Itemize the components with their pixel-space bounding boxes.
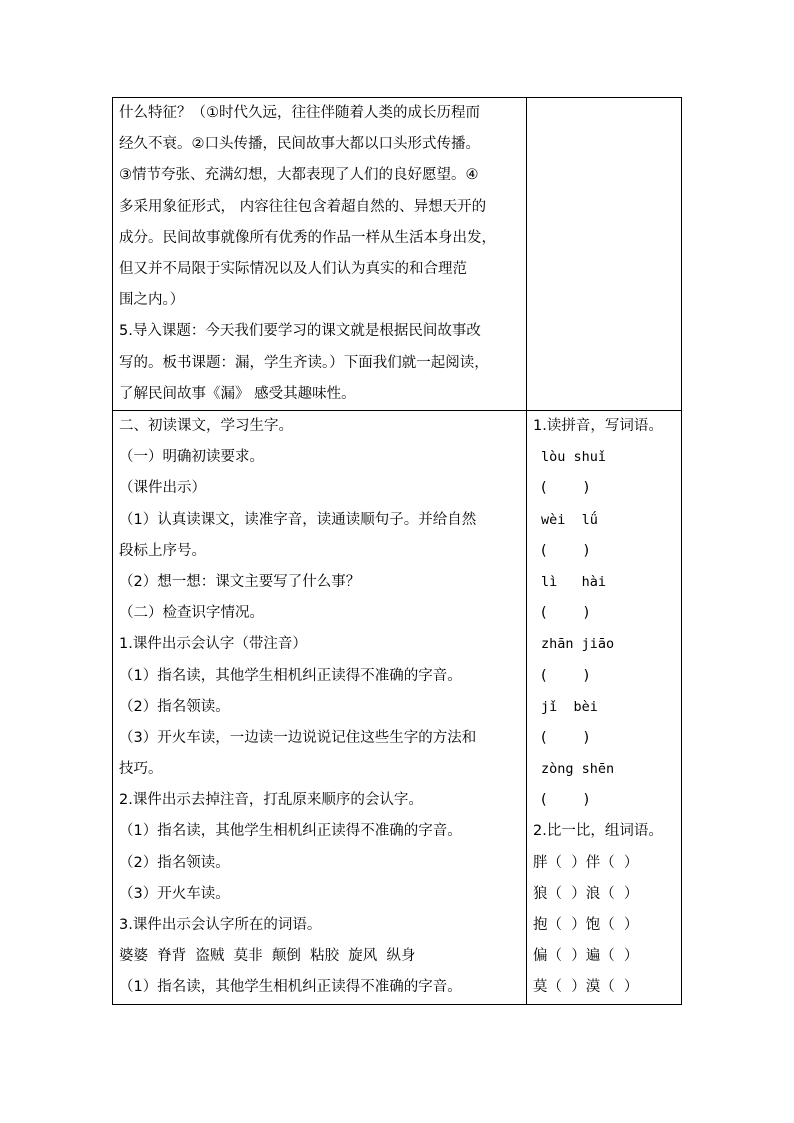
- text-line: 技巧。: [119, 761, 163, 778]
- pinyin-prompt: zhān jiāo: [541, 636, 615, 653]
- text-line: 围之内。）: [119, 292, 185, 309]
- text-line: 成分。民间故事就像所有优秀的作品一样从生活本身出发，: [119, 229, 496, 246]
- compare-pair: 偏（ ）遍（ ）: [533, 948, 639, 965]
- exercise-heading: 1.读拼音，写词语。: [533, 418, 663, 434]
- text-line: 5.导入课题：今天我们要学习的课文就是根据民间故事改: [119, 323, 481, 340]
- text-line: 多采用象征形式， 内容往往包含着超自然的、异想天开的: [119, 198, 487, 215]
- text-line: 什么特征？（①时代久远，往往伴随着人类的成长历程而: [119, 105, 480, 121]
- text-line: （2）指名领读。: [119, 698, 230, 715]
- compare-pair: 狼（ ）浪（ ）: [533, 885, 639, 902]
- text-line: 段标上序号。: [119, 542, 206, 559]
- text-line: （2）指名领读。: [119, 854, 230, 871]
- text-line: 2.课件出示去掉注音，打乱原来顺序的会认字。: [119, 792, 423, 809]
- text-line: （3）开火车读，一边读一边说说记住这些生字的方法和: [119, 729, 477, 746]
- text-line: 二、初读课文，学习生字。: [119, 418, 293, 434]
- text-line: ③情节夸张、充满幻想，大都表现了人们的良好愿望。④: [119, 167, 479, 184]
- lesson-plan-table: [112, 97, 682, 1005]
- teaching-process-cell: [113, 411, 527, 1005]
- text-line: 3.课件出示会认字所在的词语。: [119, 917, 322, 933]
- exercise-cell-empty: [527, 98, 682, 411]
- pinyin-prompt: lòu shuǐ: [541, 449, 607, 466]
- text-line: （2）想一想：课文主要写了什么事？: [119, 573, 361, 590]
- text-line: （一）明确初读要求。: [119, 449, 264, 466]
- text-line: 但又并不局限于实际情况以及人们认为真实的和合理范: [119, 260, 467, 277]
- answer-blank: ( ): [541, 792, 590, 809]
- text-line: （1）指名读，其他学生相机纠正读得不准确的字音。: [119, 667, 462, 684]
- answer-blank: ( ): [541, 729, 590, 746]
- table-row: [113, 411, 682, 1005]
- answer-blank: ( ): [541, 667, 590, 684]
- compare-pair: 胖（ ）伴（ ）: [533, 854, 639, 871]
- exercise-heading: 2.比一比，组词语。: [533, 823, 663, 840]
- pinyin-prompt: wèi lǘ: [541, 511, 598, 528]
- text-line: 写的。板书课题：漏，学生齐读。）下面我们就一起阅读，: [119, 354, 489, 371]
- text-line: （1）认真读课文，读准字音，读通读顺句子。并给自然: [119, 511, 477, 528]
- pinyin-prompt: lì hài: [541, 573, 607, 590]
- text-line: 1.课件出示会认字（带注音）: [119, 636, 307, 653]
- text-line: （二）检查识字情况。: [119, 605, 264, 622]
- text-line: （3）开火车读。: [119, 885, 230, 902]
- table-row: [113, 98, 682, 411]
- answer-blank: ( ): [541, 605, 590, 622]
- compare-pair: 莫（ ）漠（ ）: [533, 979, 639, 996]
- text-line: （1）指名读，其他学生相机纠正读得不准确的字音。: [119, 979, 462, 996]
- exercise-cell: [527, 411, 682, 1005]
- pinyin-prompt: zòng shēn: [541, 761, 615, 778]
- answer-blank: ( ): [541, 542, 590, 559]
- pinyin-prompt: jǐ bèi: [541, 698, 598, 715]
- vocabulary-words: 婆婆 脊背 盗贼 莫非 颠倒 粘胶 旋风 纵身: [119, 948, 416, 965]
- text-line: 经久不衰。②口头传播，民间故事大都以口头形式传播。: [119, 136, 480, 153]
- text-line: （1）指名读，其他学生相机纠正读得不准确的字音。: [119, 823, 462, 840]
- text-line: 了解民间故事《漏》 感受其趣味性。: [119, 385, 356, 402]
- teaching-process-cell: [113, 98, 527, 411]
- text-line: （课件出示）: [119, 480, 206, 497]
- answer-blank: ( ): [541, 480, 590, 497]
- compare-pair: 抱（ ）饱（ ）: [533, 917, 639, 933]
